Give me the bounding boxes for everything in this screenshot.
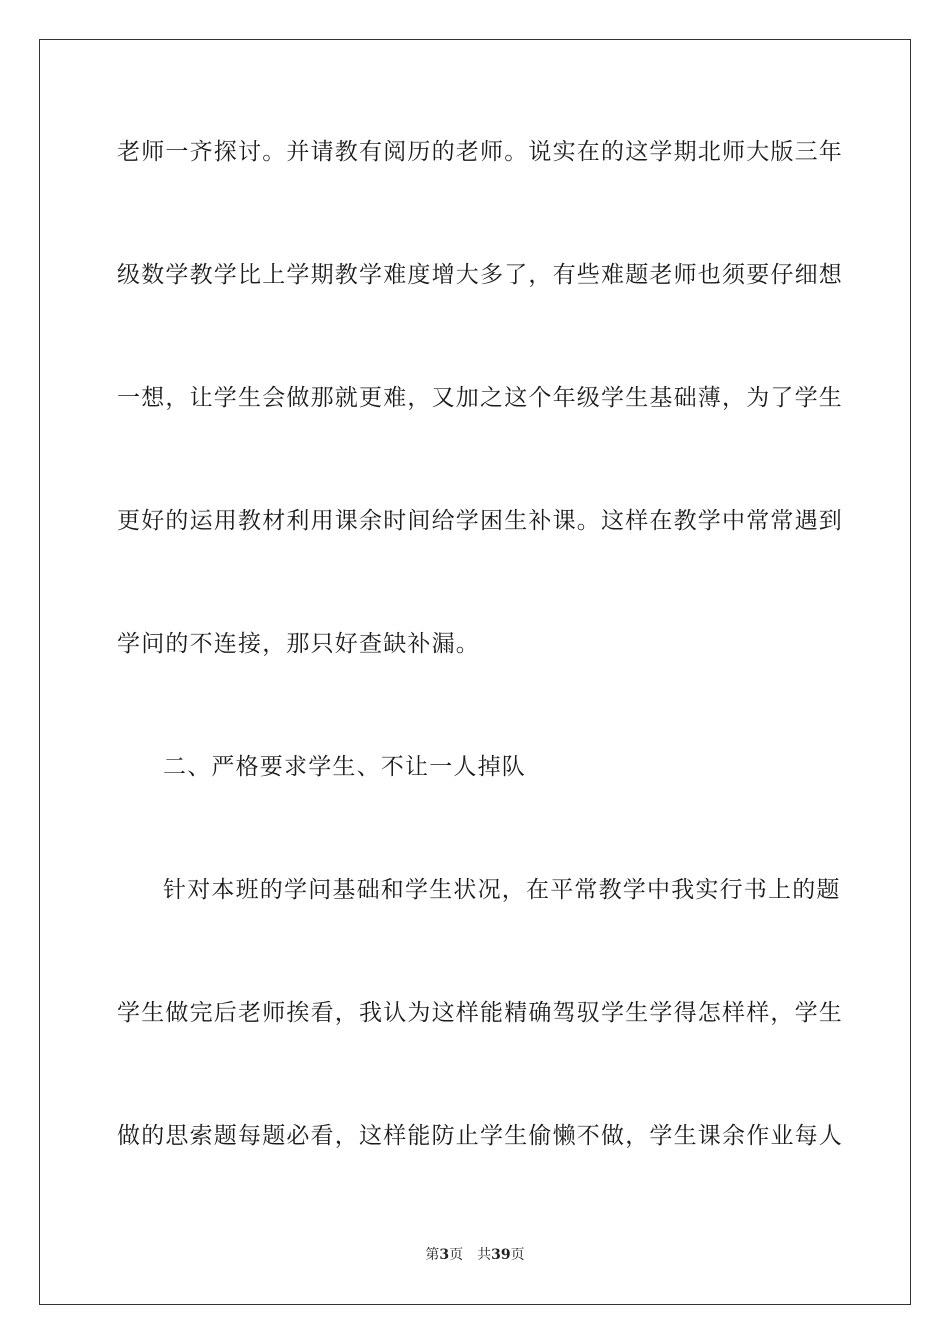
page-prefix: 第	[425, 1247, 440, 1263]
page-footer	[0, 1245, 950, 1265]
total-prefix: 共	[477, 1247, 492, 1263]
text-line: 级数学教学比上学期教学难度增大多了，有些难题老师也须要仔细想	[117, 262, 843, 288]
page-number: 3	[439, 1247, 450, 1263]
text-line: 更好的运用教材利用课余时间给学困生补课。这样在教学中常常遇到	[117, 508, 843, 534]
total-suffix: 页	[510, 1247, 525, 1263]
text-line: 针对本班的学问基础和学生状况，在平常教学中我实行书上的题	[163, 877, 841, 903]
text-line: 学生做完后老师挨看，我认为这样能精确驾驭学生学得怎样样，学生	[117, 1000, 843, 1026]
page-border	[39, 39, 911, 1305]
text-line: 学问的不连接，那只好查缺补漏。	[117, 631, 480, 657]
text-line: 老师一齐探讨。并请教有阅历的老师。说实在的这学期北师大版三年	[117, 139, 843, 165]
total-pages: 39	[491, 1247, 511, 1263]
text-line: 一想，让学生会做那就更难，又加之这个年级学生基础薄，为了学生	[117, 385, 843, 411]
text-line: 做的思索题每题必看，这样能防止学生偷懒不做，学生课余作业每人	[117, 1123, 843, 1149]
page-suffix: 页	[449, 1247, 464, 1263]
section-heading: 二、严格要求学生、不让一人掉队	[163, 754, 526, 780]
